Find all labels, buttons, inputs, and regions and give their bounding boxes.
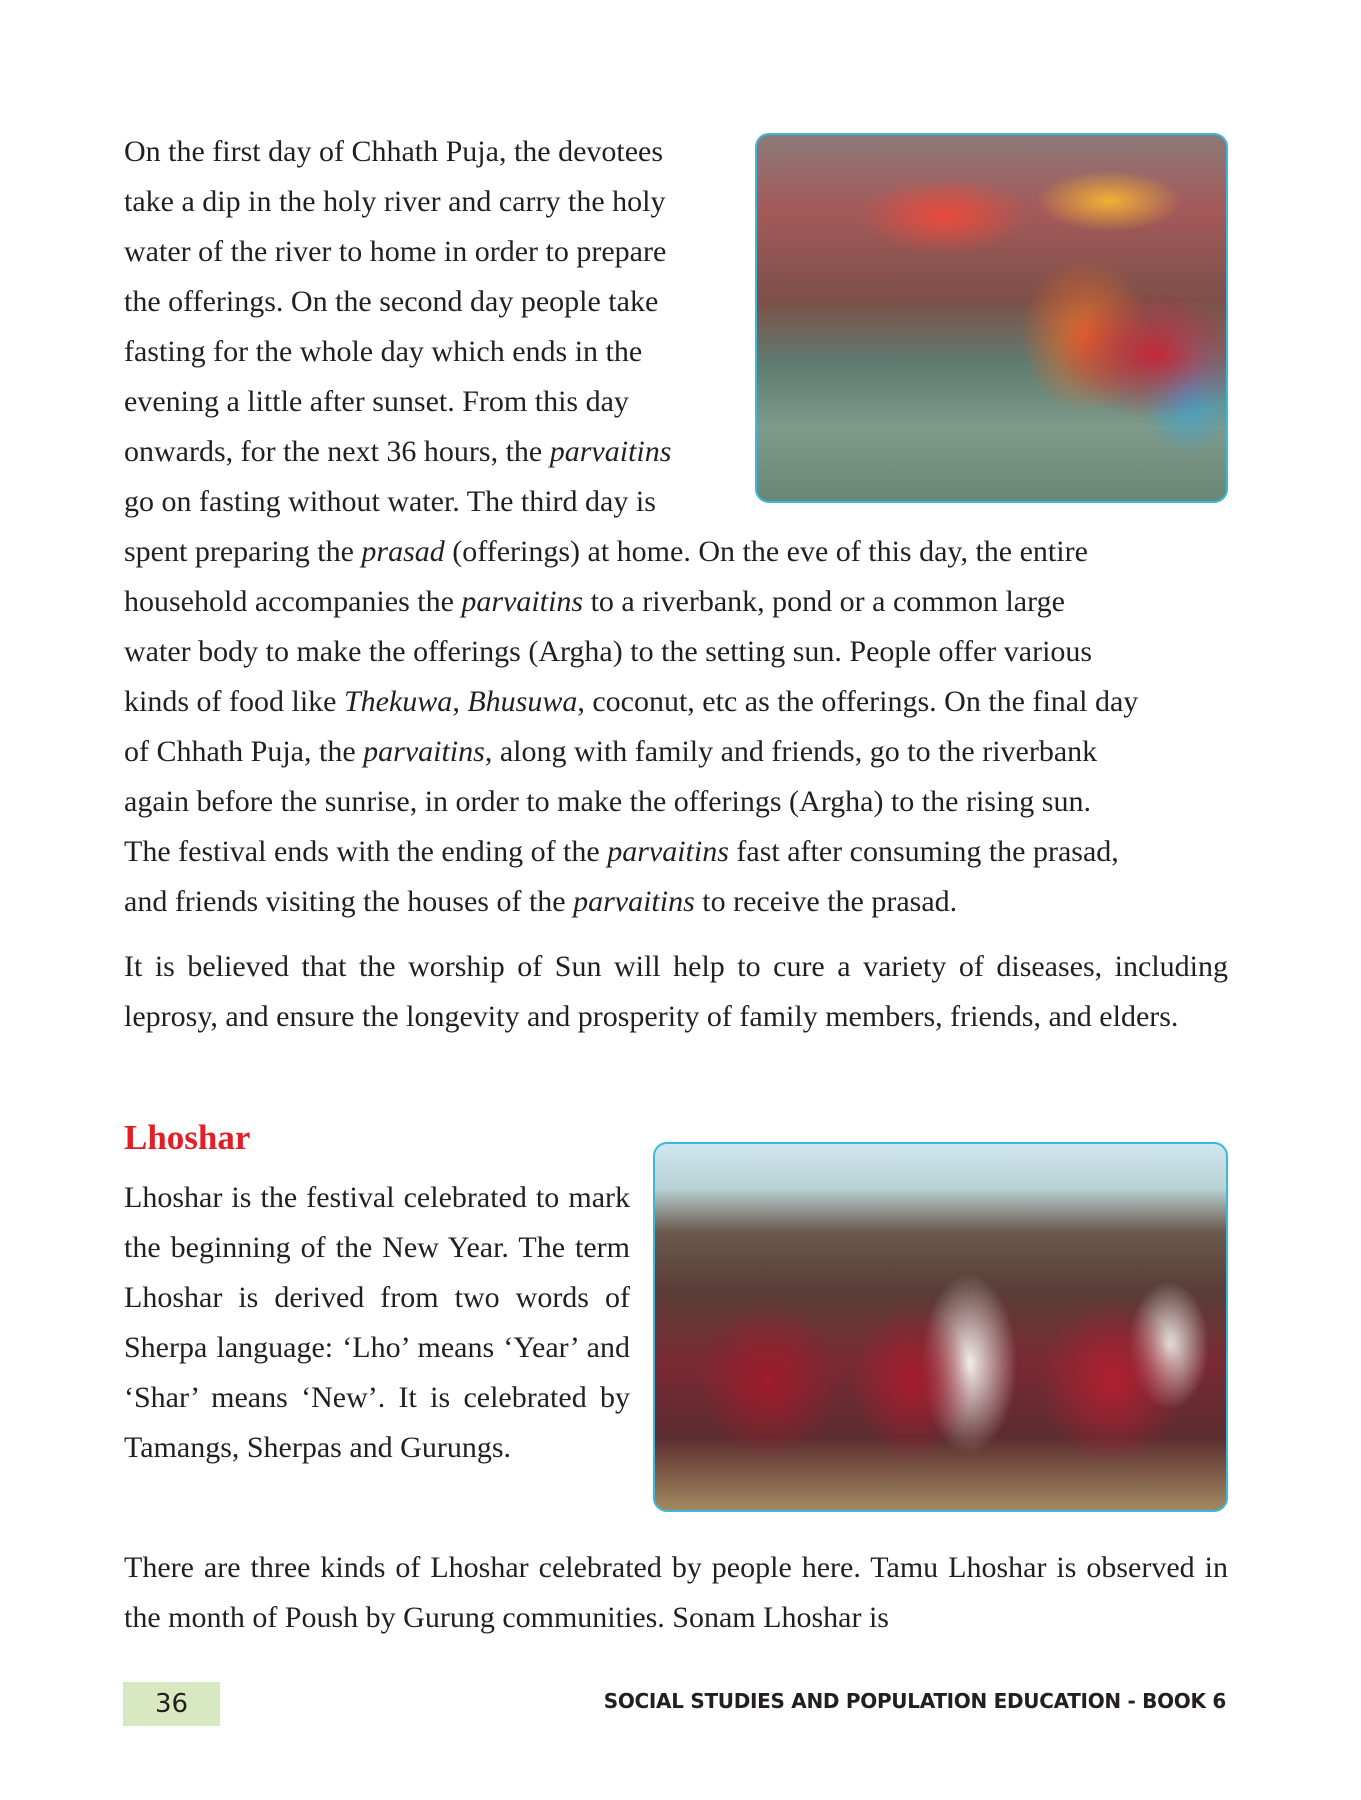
italic-term: parvaitins (461, 585, 584, 618)
italic-term: parvaitins (573, 885, 695, 918)
chhath-puja-photo (755, 133, 1228, 503)
text-line (124, 727, 1228, 777)
text-span: onwards, for the next 36 hours, the (124, 435, 550, 468)
text-line: go on fasting without water. The third day is (124, 485, 656, 518)
italic-term: Thekuwa (343, 685, 453, 718)
italic-term: prasad (361, 535, 445, 568)
text-line: again before the sunrise, in order to make the offerings (Argha) to the rising sun. (124, 785, 1091, 818)
lhoshar-celebration-photo (653, 1142, 1228, 1512)
italic-term: parvaitins (607, 835, 729, 868)
lhoshar-kinds-paragraph: There are three kinds of Lhoshar celebrated by people here. Tamu Lhoshar is observed in the month of Poush by Gurung communities. Sonam Lhoshar is (124, 1551, 1228, 1634)
text-line: the offerings. On the second day people take (124, 285, 659, 318)
italic-term: parvaitins (549, 435, 672, 468)
chhath-paragraph-full (124, 527, 1228, 927)
text-line: take a dip in the holy river and carry the holy (124, 185, 666, 218)
text-line (124, 677, 1228, 727)
lhoshar-intro-paragraph: Lhoshar is the festival celebrated to mark the beginning of the New Year. The term Lhoshar is derived from two words of Sherpa language: ‘Lho’ means ‘Year’ and ‘Shar’ means ‘New’. It is celebrated by Tamangs, Sherpas and Gurungs. (124, 1181, 630, 1464)
text-line (124, 877, 1228, 927)
text-span: to a riverbank, pond or a common large (583, 585, 1065, 618)
text-line: water body to make the offerings (Argha) to the setting sun. People offer various (124, 635, 1093, 668)
text-span: of Chhath Puja, the (124, 735, 364, 768)
text-line (124, 577, 1228, 627)
text-span: fast after consuming the prasad, (728, 835, 1119, 868)
chhath-paragraph-wrapped (124, 127, 729, 527)
text-span: , along with family and friends, go to the riverbank (484, 735, 1098, 768)
text-line: water of the river to home in order to prepare (124, 235, 667, 268)
text-line: fasting for the whole day which ends in the (124, 335, 643, 368)
section-heading-lhoshar: Lhoshar (124, 1118, 251, 1157)
text-line (124, 827, 1228, 877)
text-span: to receive the prasad. (694, 885, 958, 918)
text-line: evening a little after sunset. From this day (124, 385, 629, 418)
text-span: kinds of food like (124, 685, 344, 718)
text-span: , (452, 685, 468, 718)
italic-term: Bhusuwa (467, 685, 578, 718)
italic-term: parvaitins (363, 735, 485, 768)
page-number: 36 (123, 1682, 220, 1726)
text-span: and friends visiting the houses of the (124, 885, 574, 918)
text-span: spent preparing the (124, 535, 362, 568)
text-line (124, 427, 729, 477)
text-span: (offerings) at home. On the eve of this day, the entire (444, 535, 1088, 568)
text-line (124, 527, 1228, 577)
text-span: , coconut, etc as the offerings. On the final day (577, 685, 1139, 718)
text-span: household accompanies the (124, 585, 462, 618)
text-line: On the first day of Chhath Puja, the devotees (124, 135, 664, 168)
sun-worship-paragraph: It is believed that the worship of Sun will help to cure a variety of diseases, including leprosy, and ensure the longevity and prosperity of family members, friends, and elders. (124, 950, 1228, 1033)
text-span: The festival ends with the ending of the (124, 835, 608, 868)
book-title-footer: SOCIAL STUDIES AND POPULATION EDUCATION - BOOK 6 (603, 1689, 1226, 1713)
